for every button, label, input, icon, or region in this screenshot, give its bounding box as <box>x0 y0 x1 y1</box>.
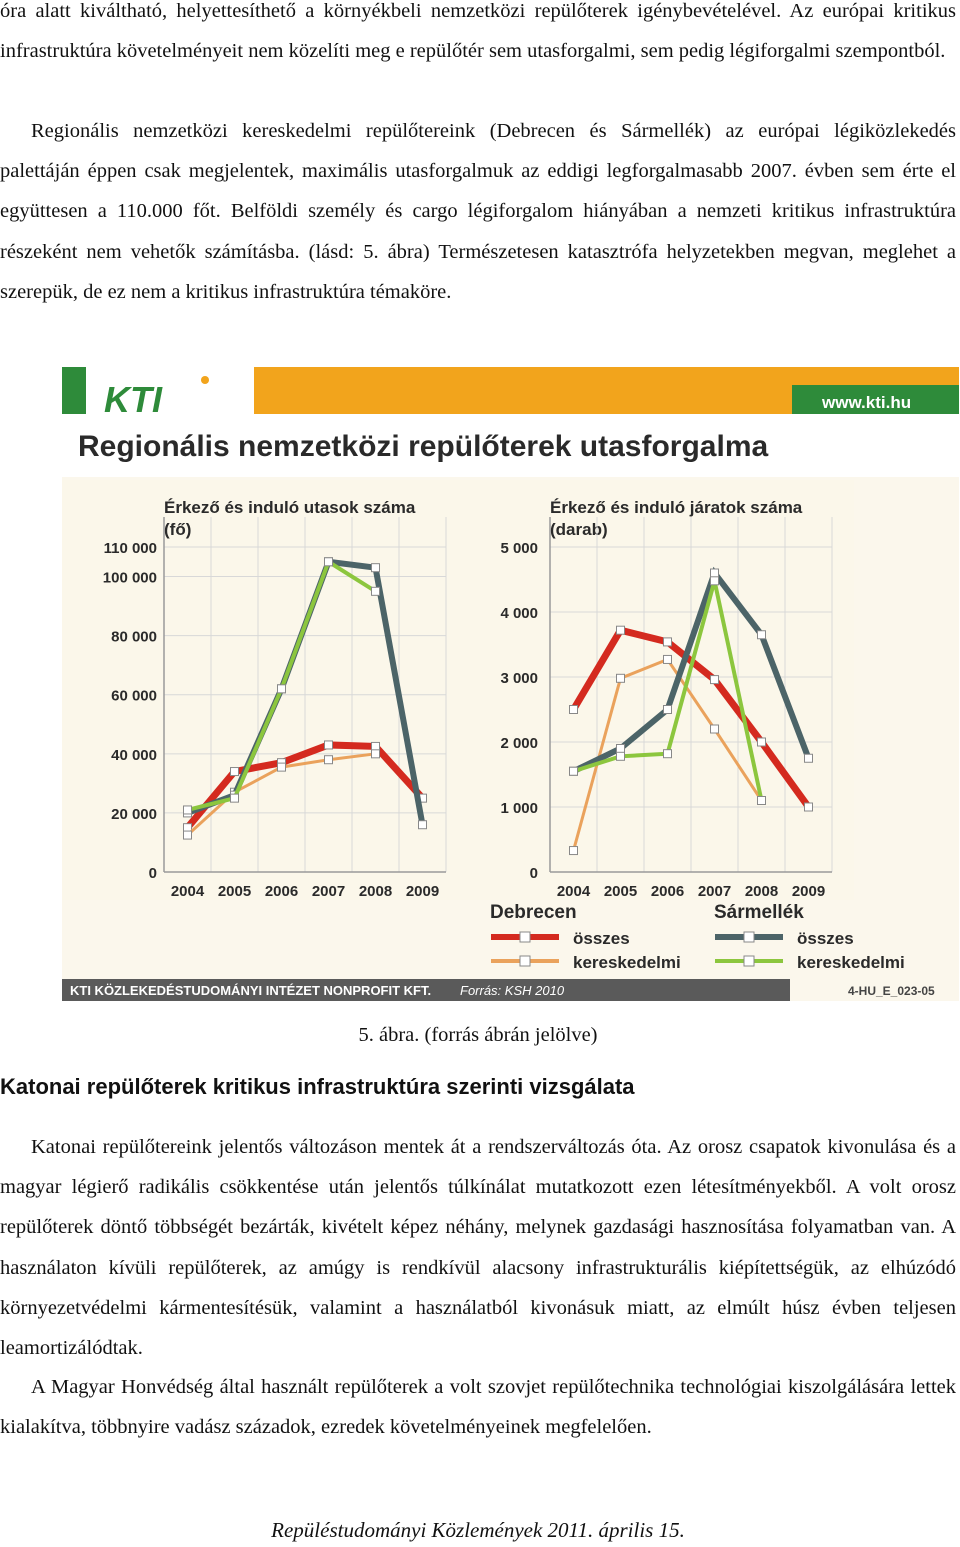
data-point-debrecen-commercial <box>617 674 625 682</box>
legend-label-total: összes <box>797 929 854 948</box>
y-tick-label: 0 <box>529 865 538 882</box>
chart-title-line: (fő) <box>164 520 192 539</box>
y-tick-label: 2 000 <box>500 735 538 752</box>
y-tick-label: 100 000 <box>102 569 157 587</box>
x-tick-label: 2004 <box>170 883 205 900</box>
data-point-debrecen-total <box>372 742 380 750</box>
legend-debrecen-total <box>491 929 630 948</box>
institute-name: KTI KÖZLEKEDÉSTUDOMÁNYI INTÉZET NONPROFIT KFT. <box>70 983 432 998</box>
data-point-sarmellek-total <box>758 631 766 639</box>
kti-logo: KTI <box>104 379 162 420</box>
legend-label-commercial: kereskedelmi <box>797 953 905 972</box>
data-point-debrecen-commercial <box>664 655 672 663</box>
paragraph-regional-airports: Regionális nemzetközi kereskedelmi repülőtereink (Debrecen és Sármellék) az európai légiközlekedés palettáján éppen csak megjelentek, maximális utasforgalmuk az eddigi legforgalmasabb 2007. évben sem érte el együttesen a 110.000 főt. Belföldi személy és cargo légiforgalom hiányában a nemzeti kritikus infrastruktúra részeként nem vehetők számításba. (lásd: 5. ábra) Természetesen katasztrófa helyzetekben megvan, meglehet a szerepük, de ez nem a kritikus infrastruktúra témaköre. <box>0 120 956 303</box>
legend-debrecen: Debrecen <box>490 902 577 923</box>
y-tick-label: 4 000 <box>500 605 538 622</box>
chart-panel <box>62 480 854 900</box>
data-point-debrecen-commercial <box>184 831 192 839</box>
data-point-sarmellek-total <box>664 706 672 714</box>
data-point-debrecen-total <box>325 741 333 749</box>
y-tick-label: 60 000 <box>111 687 157 705</box>
data-point-sarmellek-commercial <box>184 806 192 814</box>
data-point-debrecen-commercial <box>372 750 380 758</box>
y-tick-label: 110 000 <box>103 540 157 557</box>
y-tick-label: 1 000 <box>500 800 538 817</box>
data-point-debrecen-total <box>711 676 719 684</box>
data-point-debrecen-commercial <box>570 847 578 855</box>
y-tick-label: 40 000 <box>111 746 157 764</box>
legend-debrecen-commercial <box>491 953 681 972</box>
figure-graphic <box>62 367 959 1001</box>
data-point-sarmellek-commercial <box>758 797 766 805</box>
data-point-debrecen-total <box>184 824 192 832</box>
section-heading: Katonai repülőterek kritikus infrastruktúra szerinti vizsgálata <box>0 1074 635 1099</box>
data-point-sarmellek-commercial <box>664 750 672 758</box>
legend-marker <box>520 956 530 966</box>
url-text: www.kti.hu <box>822 393 912 412</box>
legend-sarmellek-commercial <box>715 953 905 972</box>
y-tick-label: 5 000 <box>500 540 538 557</box>
data-point-debrecen-total <box>231 768 239 776</box>
data-point-sarmellek-commercial <box>711 577 719 585</box>
legend-marker <box>520 932 530 942</box>
data-point-sarmellek-commercial <box>617 752 625 760</box>
data-point-debrecen-total <box>664 638 672 646</box>
data-point-sarmellek-total <box>372 564 380 572</box>
x-tick-label: 2008 <box>358 883 393 900</box>
x-tick-label: 2005 <box>217 883 252 900</box>
figure-code: 4-HU_E_023-05 <box>848 984 935 998</box>
legend-marker <box>744 956 754 966</box>
y-tick-label: 20 000 <box>111 805 157 823</box>
x-tick-label: 2007 <box>697 883 732 900</box>
paragraph-intro: óra alatt kiváltható, helyettesíthető a környékbeli nemzetközi repülőterek igénybevételével. Az európai kritikus infrastruktúra követelményeit nem közelíti meg e repülőtér sem utasforgalmi, sem pedig légiforgalmi szempontból. <box>0 0 956 63</box>
legend-sarmellek-total <box>715 929 854 948</box>
paragraph-hungarian-defence: A Magyar Honvédség által használt repülőterek a volt szovjet repülőtechnika technológiai kiszolgálására lettek kialakítva, többnyire vadász századok, ezredek követelményeinek megfelelően. <box>0 1376 956 1439</box>
x-tick-label: 2006 <box>264 883 299 900</box>
data-point-sarmellek-total <box>617 745 625 753</box>
y-tick-label: 80 000 <box>111 628 157 646</box>
x-tick-label: 2005 <box>603 883 638 900</box>
figure-title: Regionális nemzetközi repülőterek utasforgalma <box>78 430 769 463</box>
page-footer: Repüléstudományi Közlemények 2011. április 15. <box>271 1518 685 1542</box>
y-tick-label: 0 <box>148 865 157 882</box>
chart-title-line: Érkező és induló járatok száma <box>550 498 803 517</box>
data-point-sarmellek-commercial <box>372 587 380 595</box>
x-tick-label: 2008 <box>744 883 779 900</box>
x-tick-label: 2007 <box>311 883 346 900</box>
data-point-debrecen-total <box>570 706 578 714</box>
x-tick-label: 2009 <box>405 883 440 900</box>
green-corner-block <box>62 367 86 414</box>
data-point-debrecen-total <box>758 738 766 746</box>
figure-source: Forrás: KSH 2010 <box>460 983 565 998</box>
chart-title-line: (darab) <box>550 520 608 539</box>
legend-sarmellek: Sármellék <box>714 902 804 923</box>
x-tick-label: 2006 <box>650 883 685 900</box>
data-point-debrecen-total <box>617 626 625 634</box>
data-point-sarmellek-total <box>805 754 813 762</box>
data-point-debrecen-total <box>805 803 813 811</box>
data-point-sarmellek-total <box>419 821 427 829</box>
data-point-debrecen-commercial <box>325 756 333 764</box>
figure-caption: 5. ábra. (forrás ábrán jelölve) <box>358 1024 598 1046</box>
data-point-sarmellek-commercial <box>231 794 239 802</box>
legend-marker <box>744 932 754 942</box>
y-tick-label: 3 000 <box>500 670 538 687</box>
logo-dot <box>201 376 209 384</box>
data-point-sarmellek-commercial <box>278 685 286 693</box>
legend-label-commercial: kereskedelmi <box>573 953 681 972</box>
x-tick-label: 2009 <box>791 883 826 900</box>
chart-title-line: Érkező és induló utasok száma <box>164 498 416 517</box>
data-point-debrecen-commercial <box>278 763 286 771</box>
orange-bar <box>254 367 792 414</box>
data-point-debrecen-commercial <box>711 725 719 733</box>
x-tick-label: 2004 <box>556 883 591 900</box>
figure-5 <box>62 367 959 1001</box>
paragraph-military-airports: Katonai repülőtereink jelentős változáson mentek át a rendszerváltozás óta. Az orosz csapatok kivonulása és a magyar légierő radikális csökkentése után jelentős túlkínálat mutatkozott ezen létesítményekből. A volt orosz repülőterek döntő többségét bezárták, kivételt képez néhány, melynek gazdasági hasznosítása folyamatban van. A használaton kívüli repülőterek, az amúgy is rendkívül alacsony infrastrukturális kiépítettségük, az elhúzódó környezetvédelmi kármentesítésük, valamint a használatból kivonásuk miatt, az elmúlt húsz évben teljesen leamortizálódtak. <box>0 1136 956 1360</box>
legend-label-total: összes <box>573 929 630 948</box>
data-point-sarmellek-total <box>711 569 719 577</box>
data-point-sarmellek-commercial <box>570 767 578 775</box>
data-point-sarmellek-commercial <box>325 558 333 566</box>
